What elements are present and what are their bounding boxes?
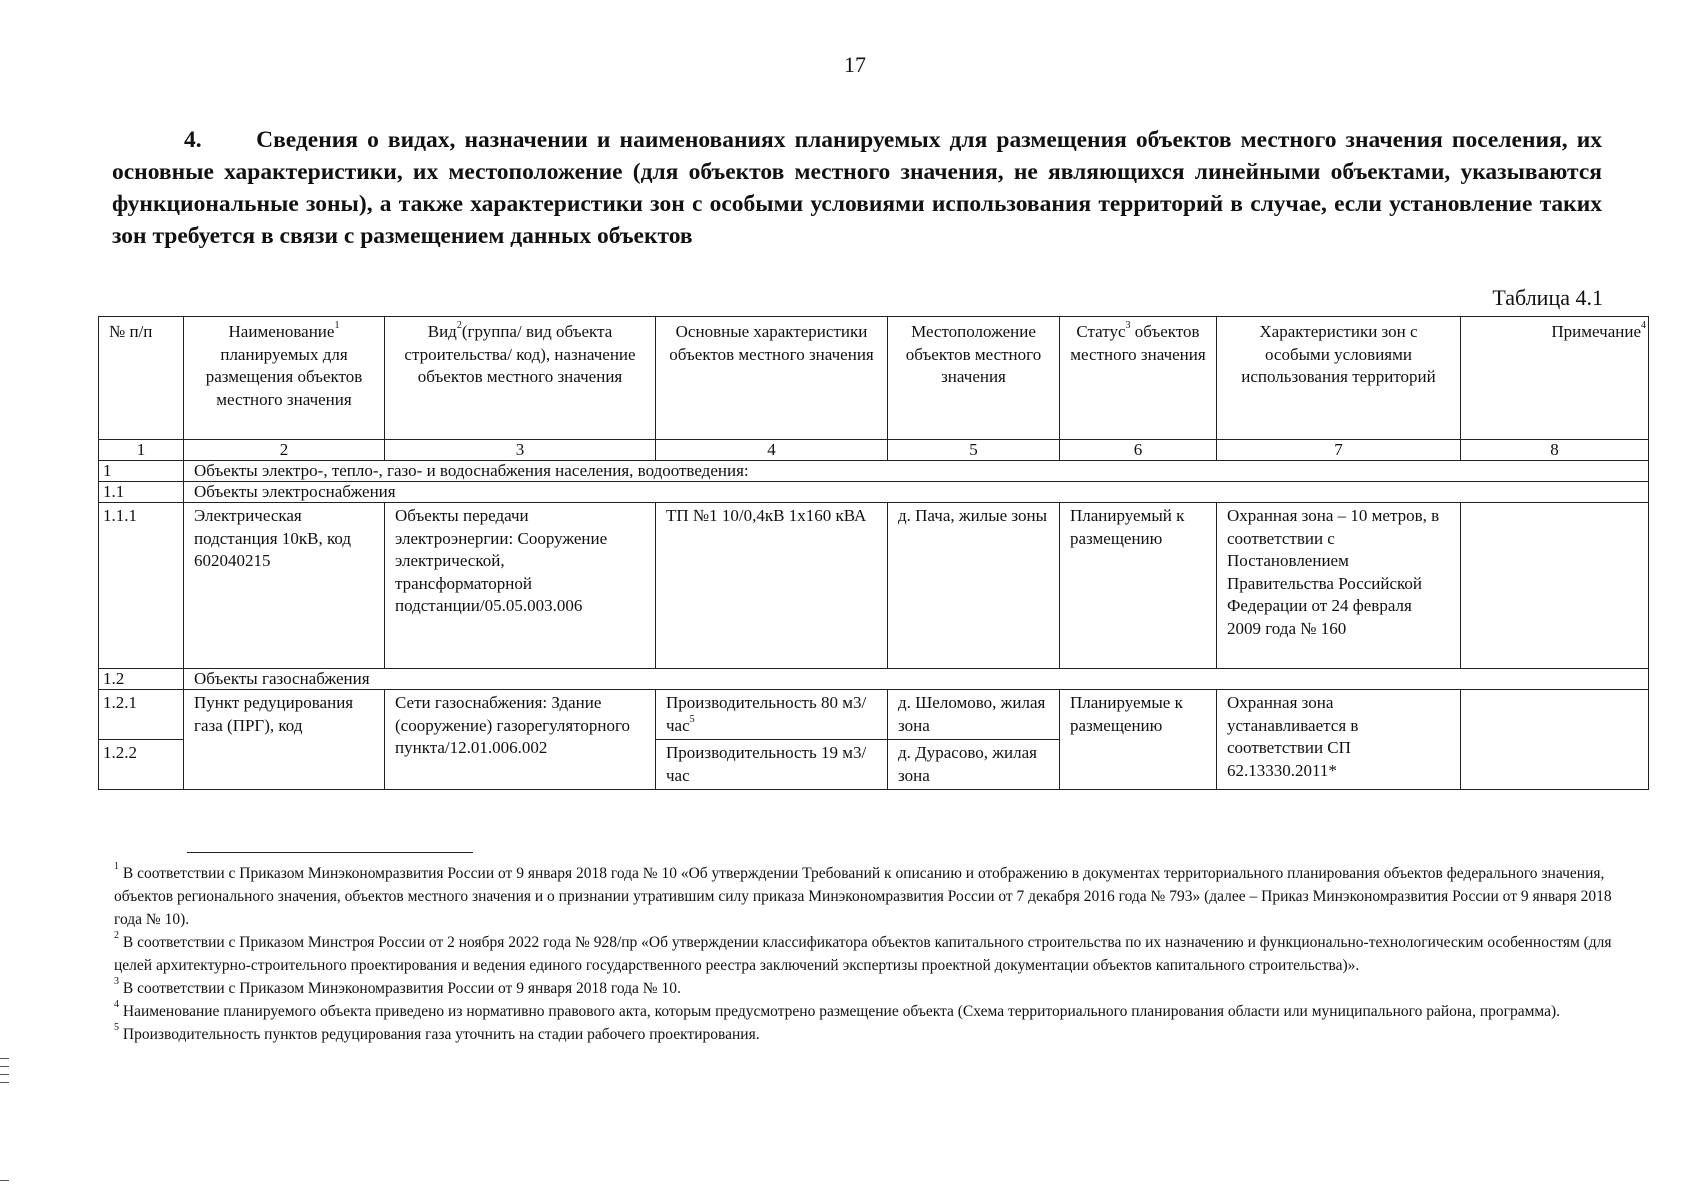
scan-margin-mark bbox=[0, 1058, 9, 1059]
section-title: Объекты электроснабжения bbox=[184, 482, 1649, 503]
footnote: $^2$ В соответствии с Приказом Минстроя России от 2 ноября 2022 года № 928/пр «Об утверждении классификатора объектов капитального строительства по их назначению и функционально-технологическим особенностям (для целей архитектурно-строительного проектирования и ведения единого государственного реестра заключений экспертизы проектной документации объектов капитального строительства)». bbox=[114, 930, 1612, 974]
scan-margin-mark bbox=[0, 1082, 9, 1083]
object-specs: ТП №1 10/0,4кВ 1х160 кВА bbox=[656, 503, 888, 669]
footnote: $^1$ В соответствии с Приказом Минэкономразвития России от 9 января 2018 года № 10 «Об утверждении Требований к описанию и отображению в документах территориального планирования объектов федерального значения, объектов регионального значения, объектов местного значения и о признании утратившим силу приказа Минэкономразвития России от 7 декабря 2016 года № 793» (далее – Приказ Минэкономразвития России от 9 января 2018 года № 10). bbox=[114, 861, 1612, 928]
column-number: 8 bbox=[1461, 440, 1649, 461]
column-number: 6 bbox=[1060, 440, 1217, 461]
object-note bbox=[1461, 690, 1649, 790]
section-row bbox=[99, 461, 1649, 482]
object-location: д. Пача, жилые зоны bbox=[888, 503, 1060, 669]
heading-text: Сведения о видах, назначении и наименованиях планируемых для размещения объектов местного значения поселения, их основные характеристики, их местоположение (для объектов местного значения, не являющихся линейными объектами, указываются функциональные зоны), а также характеристики зон с особыми условиями использования территорий в случае, если установление таких зон требуется в связи с размещением данных объектов bbox=[112, 127, 1602, 249]
section-row bbox=[99, 482, 1649, 503]
scan-margin-mark bbox=[0, 1066, 9, 1067]
object-type: Сети газоснабжения: Здание (сооружение) газорегуляторного пункта/12.01.006.002 bbox=[385, 690, 656, 790]
scan-margin-mark bbox=[0, 1074, 9, 1075]
column-number-row bbox=[99, 440, 1649, 461]
section-number: 1.2 bbox=[99, 669, 184, 690]
object-type: Объекты передачи электроэнергии: Сооружение электрической, трансформаторной подстанции/05.05.003.006 bbox=[385, 503, 656, 669]
object-specs: Производительность 80 м3/час$^5$ bbox=[656, 690, 888, 740]
header-cell: № п/п bbox=[99, 317, 184, 440]
row-number: 1.2.1 bbox=[99, 690, 184, 740]
row-number: 1.2.2 bbox=[99, 740, 184, 790]
object-name: Пункт редуцирования газа (ПРГ), код bbox=[184, 690, 385, 790]
table-row bbox=[99, 690, 1649, 740]
section-number: 1 bbox=[99, 461, 184, 482]
table-caption: Таблица 4.1 bbox=[1492, 285, 1603, 310]
section-title: Объекты газоснабжения bbox=[184, 669, 1649, 690]
section-number: 1.1 bbox=[99, 482, 184, 503]
footnote: $^5$ Производительность пунктов редуцирования газа уточнить на стадии рабочего проектирования. bbox=[114, 1022, 760, 1043]
header-cell: Наименование$^1$ планируемых для размещения объектов местного значения bbox=[184, 317, 385, 440]
row-number: 1.1.1 bbox=[99, 503, 184, 669]
header-cell: Вид$^2$(группа/ вид объекта строительства/ код), назначение объектов местного значения bbox=[385, 317, 656, 440]
table-header-row bbox=[99, 317, 1649, 440]
header-cell: Характеристики зон с особыми условиями использования территорий bbox=[1217, 317, 1461, 440]
section-row bbox=[99, 669, 1649, 690]
page-number: 17 bbox=[844, 52, 866, 77]
object-location: д. Шеломово, жилая зона bbox=[888, 690, 1060, 740]
column-number: 7 bbox=[1217, 440, 1461, 461]
column-number: 4 bbox=[656, 440, 888, 461]
section-heading bbox=[112, 124, 1602, 252]
table-row bbox=[99, 503, 1649, 669]
header-cell: Примечание$^4$ bbox=[1461, 317, 1649, 440]
header-cell: Местоположение объектов местного значения bbox=[888, 317, 1060, 440]
column-number: 5 bbox=[888, 440, 1060, 461]
footnote-separator bbox=[187, 852, 473, 853]
object-status: Планируемый к размещению bbox=[1060, 503, 1217, 669]
footnote: $^4$ Наименование планируемого объекта приведено из нормативно правового акта, которым предусмотрено размещение объекта (Схема территориального планирования области или муниципального района, программа). bbox=[114, 999, 1561, 1020]
header-cell: Статус$^3$ объектов местного значения bbox=[1060, 317, 1217, 440]
objects-table bbox=[98, 316, 1649, 790]
footnote: $^3$ В соответствии с Приказом Минэкономразвития России от 9 января 2018 года № 10. bbox=[114, 976, 681, 997]
object-zones: Охранная зона – 10 метров, в соответствии с Постановлением Правительства Российской Федерации от 24 февраля 2009 года № 160 bbox=[1217, 503, 1461, 669]
scan-margin-mark bbox=[0, 1180, 9, 1181]
column-number: 2 bbox=[184, 440, 385, 461]
object-zones: Охранная зона устанавливается в соответствии СП 62.13330.2011* bbox=[1217, 690, 1461, 790]
object-specs: Производительность 19 м3/час bbox=[656, 740, 888, 790]
column-number: 3 bbox=[385, 440, 656, 461]
object-name: Электрическая подстанция 10кВ, код 602040215 bbox=[184, 503, 385, 669]
header-cell: Основные характеристики объектов местного значения bbox=[656, 317, 888, 440]
section-title: Объекты электро-, тепло-, газо- и водоснабжения населения, водоотведения: bbox=[184, 461, 1649, 482]
footnotes bbox=[114, 862, 1614, 1046]
object-location: д. Дурасово, жилая зона bbox=[888, 740, 1060, 790]
object-note bbox=[1461, 503, 1649, 669]
heading-number: 4. bbox=[184, 127, 202, 153]
column-number: 1 bbox=[99, 440, 184, 461]
object-status: Планируемые к размещению bbox=[1060, 690, 1217, 790]
